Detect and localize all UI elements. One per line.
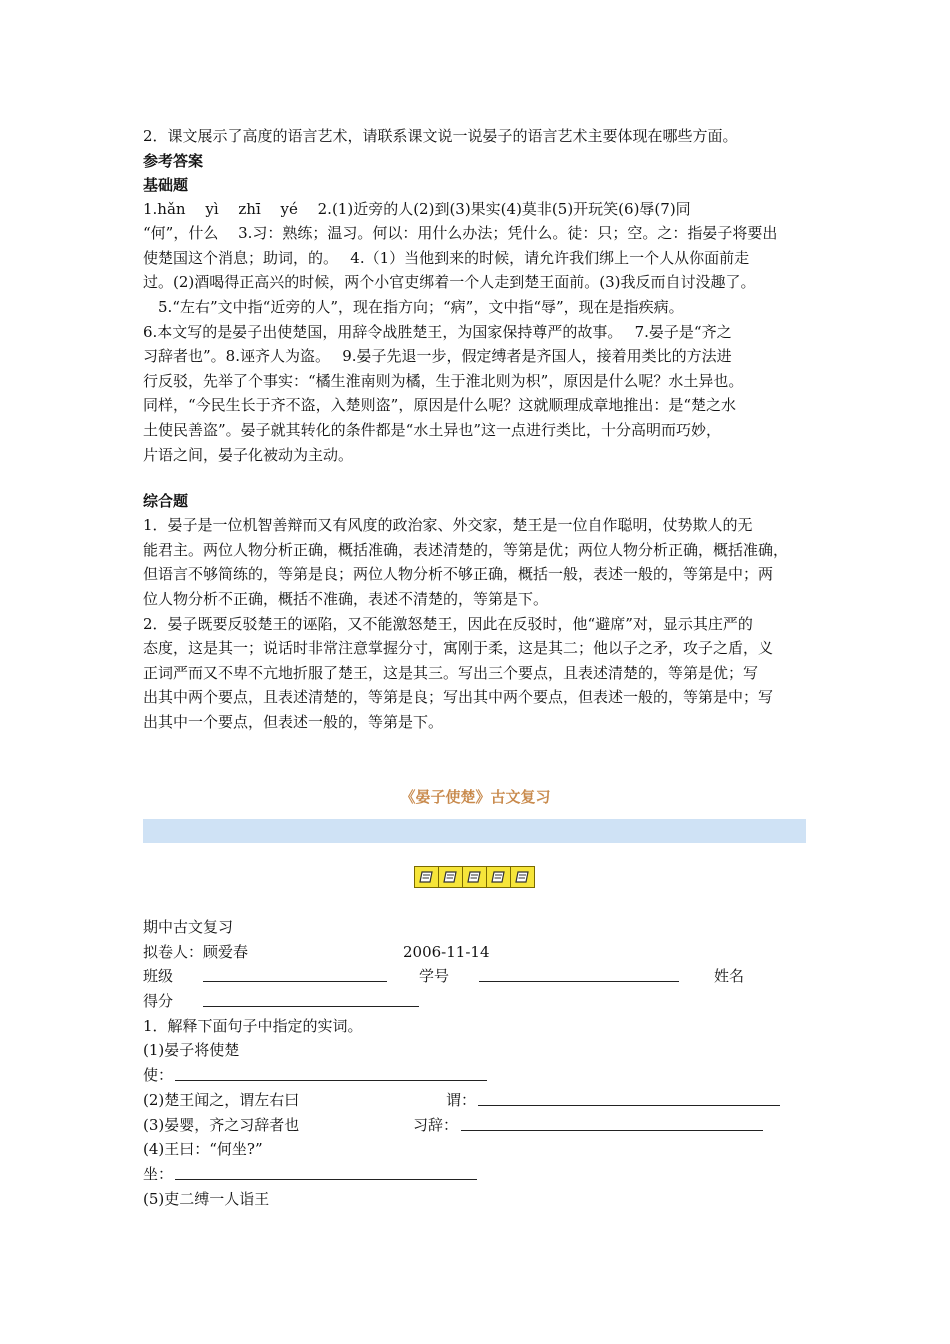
basic-line: 片语之间，晏子化被动为主动。 bbox=[143, 445, 354, 464]
number-field[interactable] bbox=[479, 981, 679, 982]
basic-heading: 基础题 bbox=[143, 175, 189, 194]
header-bar bbox=[143, 819, 806, 843]
item-1: (1)晏子将使楚 bbox=[143, 1041, 240, 1060]
score-label: 得分 bbox=[143, 992, 174, 1011]
comprehensive-line: 出其中一个要点，但表述一般的，等第是下。 bbox=[143, 712, 444, 731]
comprehensive-line: 2．晏子既要反驳楚王的诬陷，又不能激怒楚王，因此在反驳时，他“避席”对，显示其庄严的 bbox=[143, 614, 753, 633]
icon-strip bbox=[414, 866, 535, 888]
class-label: 班级 bbox=[143, 967, 174, 986]
exam-section bbox=[143, 915, 813, 1211]
item-2-answer-field[interactable] bbox=[478, 1105, 780, 1106]
basic-line: 同样，“今民生长于齐不盗，入楚则盗”，原因是什么呢？这就顺理成章地推出：是“楚之水 bbox=[143, 396, 737, 415]
comprehensive-line: 但语言不够简练的，等第是良；两位人物分析不够正确，概括一般，表述一般的，等第是中；两 bbox=[143, 565, 774, 584]
answer-section bbox=[143, 124, 813, 734]
scroll-icon[interactable] bbox=[415, 867, 439, 887]
item-5: (5)吏二缚一人诣王 bbox=[143, 1189, 270, 1208]
basic-line: 行反驳，先举了个事实：“橘生淮南则为橘，生于淮北则为枳”，原因是什么呢？水土异也。 bbox=[143, 371, 744, 390]
comprehensive-line: 正词严而又不卑不亢地折服了楚王，这是其三。写出三个要点，且表述清楚的，等第是优；写 bbox=[143, 663, 759, 682]
basic-line: 5.“左右”文中指“近旁的人”，现在指方向；“病”，文中指“辱”，现在是指疾病。 bbox=[143, 297, 684, 316]
item-4-answer-field[interactable] bbox=[175, 1179, 477, 1180]
item-1-word: 使： bbox=[143, 1066, 174, 1085]
basic-line: 6.本文写的是晏子出使楚国，用辞令战胜楚王，为国家保持尊严的故事。 7.晏子是“齐之 bbox=[143, 322, 732, 341]
exam-title: 期中古文复习 bbox=[143, 918, 234, 936]
scroll-icon[interactable] bbox=[511, 867, 534, 887]
item-2-word: 谓： bbox=[446, 1090, 477, 1109]
article-title[interactable]: 《晏子使楚》古文复习 bbox=[400, 788, 551, 806]
item-3-word: 习辞： bbox=[413, 1115, 459, 1134]
scroll-icon[interactable] bbox=[487, 867, 511, 887]
comprehensive-line: 位人物分析不正确，概括不准确，表述不清楚的，等第是下。 bbox=[143, 589, 549, 608]
comprehensive-line: 出其中两个要点，且表述清楚的，等第是良；写出其中两个要点，但表述一般的，等第是中；写 bbox=[143, 688, 774, 707]
item-3: (3)晏婴，齐之习辞者也 bbox=[143, 1115, 300, 1134]
number-label: 学号 bbox=[419, 967, 450, 986]
scroll-icon[interactable] bbox=[439, 867, 463, 887]
basic-line: 过。(2)酒喝得正高兴的时候，两个小官吏绑着一个人走到楚王面前。(3)我反而自讨没趣了。 bbox=[143, 273, 756, 292]
name-label: 姓名 bbox=[714, 967, 745, 986]
score-field[interactable] bbox=[203, 1006, 419, 1007]
basic-line: 使楚国这个消息；助词，的。 4.（1）当他到来的时候，请允许我们绑上一个人从你面前走 bbox=[143, 248, 750, 267]
class-field[interactable] bbox=[203, 981, 387, 982]
exam-author: 拟卷人：顾爱春 bbox=[143, 942, 249, 961]
item-1-answer-field[interactable] bbox=[175, 1080, 487, 1081]
basic-line: 土使民善盗”。晏子就其转化的条件都是“水土异也”这一点进行类比，十分高明而巧妙， bbox=[143, 420, 722, 439]
comprehensive-answers bbox=[143, 513, 813, 734]
basic-answers bbox=[143, 197, 813, 468]
comprehensive-heading: 综合题 bbox=[143, 492, 189, 511]
basic-line: “何”，什么 3.习：熟练；温习。何以：用什么办法；凭什么。徒：只；空。之：指晏子将要出 bbox=[143, 224, 778, 243]
item-3-answer-field[interactable] bbox=[461, 1130, 763, 1131]
basic-line: 习辞者也”。8.诬齐人为盗。 9.晏子先退一步，假定缚者是齐国人，接着用类比的方法进 bbox=[143, 347, 732, 366]
basic-line: 1.hǎn yì zhī yé 2.(1)近旁的人(2)到(3)果实(4)莫非(5)开玩笑(6)辱(7)同 bbox=[143, 199, 691, 218]
scroll-icon[interactable] bbox=[463, 867, 487, 887]
item-2: (2)楚王闻之，谓左右曰 bbox=[143, 1090, 300, 1109]
question-2: 2．课文展示了高度的语言艺术，请联系课文说一说晏子的语言艺术主要体现在哪些方面。 bbox=[143, 127, 738, 145]
exam-date: 2006-11-14 bbox=[403, 942, 490, 961]
answer-heading: 参考答案 bbox=[143, 151, 204, 170]
question-1: 1．解释下面句子中指定的实词。 bbox=[143, 1016, 363, 1035]
comprehensive-line: 能君主。两位人物分析正确，概括准确，表述清楚的，等第是优；两位人物分析正确，概括准确， bbox=[143, 540, 789, 559]
item-4-word: 坐： bbox=[143, 1164, 174, 1183]
comprehensive-line: 态度，这是其一；说话时非常注意掌握分寸，寓刚于柔，这是其二；他以子之矛，攻子之盾，义 bbox=[143, 639, 774, 658]
comprehensive-line: 1．晏子是一位机智善辩而又有风度的政治家、外交家，楚王是一位自作聪明，仗势欺人的无 bbox=[143, 516, 753, 535]
item-4: (4)王曰：“何坐?” bbox=[143, 1140, 263, 1159]
